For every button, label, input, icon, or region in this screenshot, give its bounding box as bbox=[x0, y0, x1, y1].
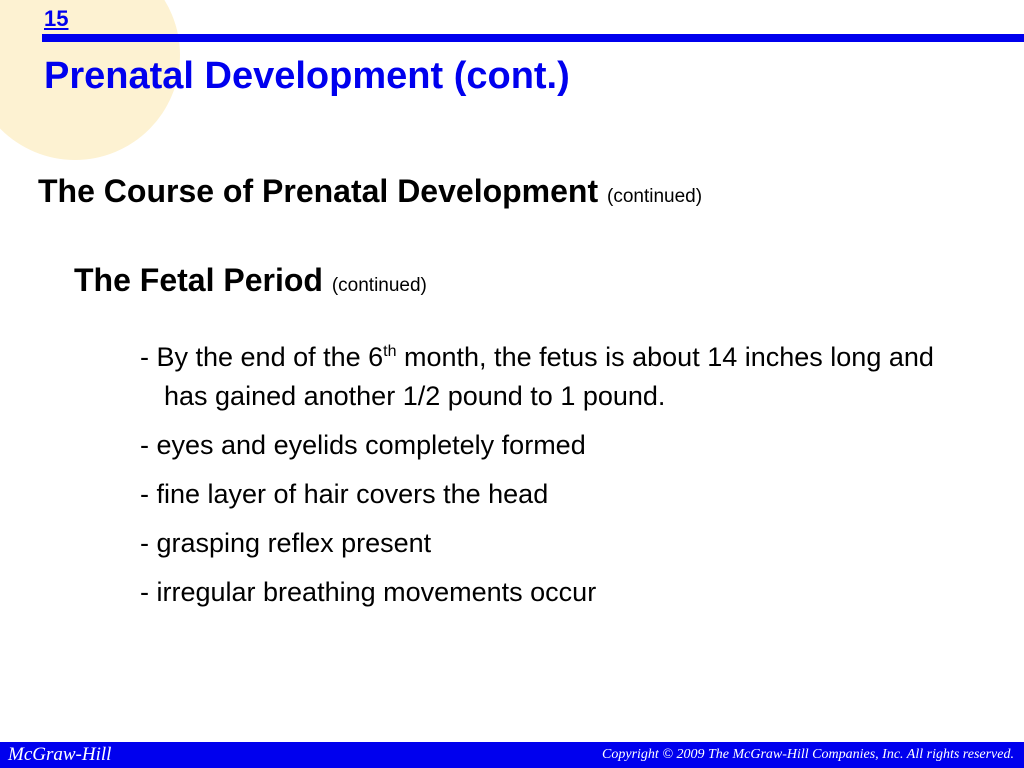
bullet-item: - irregular breathing movements occur bbox=[140, 577, 597, 607]
bullet-text-start: - By the end of the 6 bbox=[140, 342, 384, 372]
bullet-item: - fine layer of hair covers the head bbox=[140, 479, 549, 509]
publisher-name: McGraw-Hill bbox=[8, 744, 112, 765]
section-heading-note: (continued) bbox=[607, 186, 703, 207]
section-heading bbox=[38, 174, 702, 209]
slide-title: Prenatal Development (cont.) bbox=[44, 55, 570, 97]
title-rule bbox=[42, 34, 1024, 42]
section-heading-text: The Course of Prenatal Development bbox=[38, 173, 599, 209]
bullet-text-end: month, the fetus is about 14 inches long and has gained another 1/2 pound to 1 pound. bbox=[164, 342, 934, 411]
bullet-item-sixth-month bbox=[140, 338, 980, 416]
subsection-heading-note: (continued) bbox=[331, 275, 427, 296]
footer-bar bbox=[0, 742, 1024, 768]
bullet-list bbox=[140, 338, 980, 622]
copyright-notice: Copyright © 2009 The McGraw-Hill Companies, Inc. All rights reserved. bbox=[602, 747, 1014, 762]
subsection-heading-text: The Fetal Period bbox=[74, 262, 323, 298]
bullet-item: - eyes and eyelids completely formed bbox=[140, 430, 586, 460]
bullet-item: - grasping reflex present bbox=[140, 528, 432, 558]
slide-number: 15 bbox=[44, 6, 69, 31]
ordinal-suffix: th bbox=[383, 343, 397, 360]
subsection-heading bbox=[74, 263, 427, 298]
